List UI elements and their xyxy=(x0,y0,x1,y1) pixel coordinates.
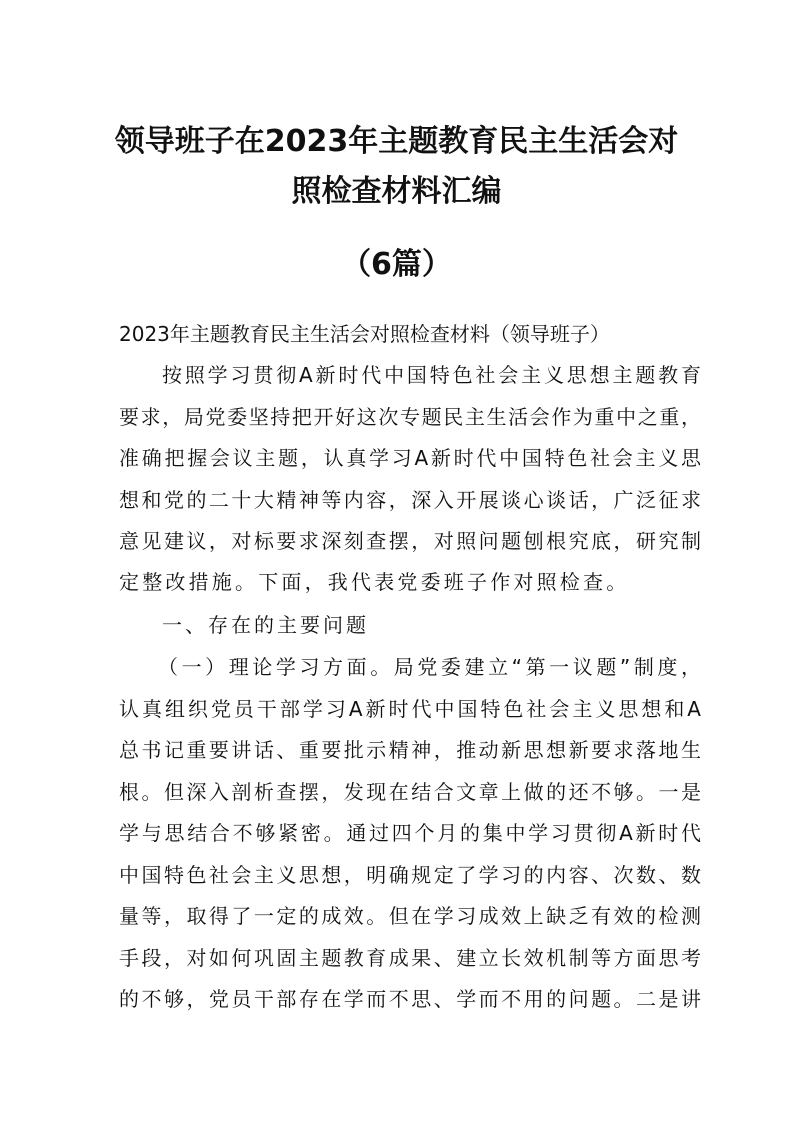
section-subtitle: 2023年主题教育民主生活会对照检查材料（领导班子） xyxy=(119,322,610,346)
body-line: 定整改措施。下面，我代表党委班子作对照检查。 xyxy=(119,570,630,594)
section-heading: 一、存在的主要问题 xyxy=(162,613,369,637)
body-line: 中国特色社会主义思想，明确规定了学习的内容、次数、数 xyxy=(119,863,701,887)
body-line: 想和党的二十大精神等内容，深入开展谈心谈话，广泛征求 xyxy=(119,488,701,512)
document-title-line-2: 照检查材料汇编 xyxy=(291,174,502,209)
body-line: 要求，局党委坚持把开好这次专题民主生活会作为重中之重， xyxy=(119,405,701,429)
body-line: 根。但深入剖析查摆，发现在结合文章上做的还不够。一是 xyxy=(119,780,701,804)
body-line: （一）理论学习方面。局党委建立“第一议题”制度， xyxy=(158,655,701,679)
document-title-line-1: 领导班子在2023年主题教育民主生活会对 xyxy=(114,124,679,159)
body-line: 准确把握会议主题，认真学习A新时代中国特色社会主义思 xyxy=(119,446,701,470)
body-line: 按照学习贯彻A新时代中国特色社会主义思想主题教育 xyxy=(162,363,701,387)
body-line: 认真组织党员干部学习A新时代中国特色社会主义思想和A xyxy=(119,697,701,721)
body-line: 总书记重要讲话、重要批示精神，推动新思想新要求落地生 xyxy=(119,738,701,762)
body-line: 意见建议，对标要求深刻查摆，对照问题刨根究底，研究制 xyxy=(119,529,701,553)
body-line: 学与思结合不够紧密。通过四个月的集中学习贯彻A新时代 xyxy=(119,821,701,845)
body-line: 的不够，党员干部存在学而不思、学而不用的问题。二是讲 xyxy=(119,987,701,1011)
document-count: （6篇） xyxy=(341,247,452,282)
body-line: 手段，对如何巩固主题教育成果、建立长效机制等方面思考 xyxy=(119,946,701,970)
body-line: 量等，取得了一定的成效。但在学习成效上缺乏有效的检测 xyxy=(119,904,701,928)
